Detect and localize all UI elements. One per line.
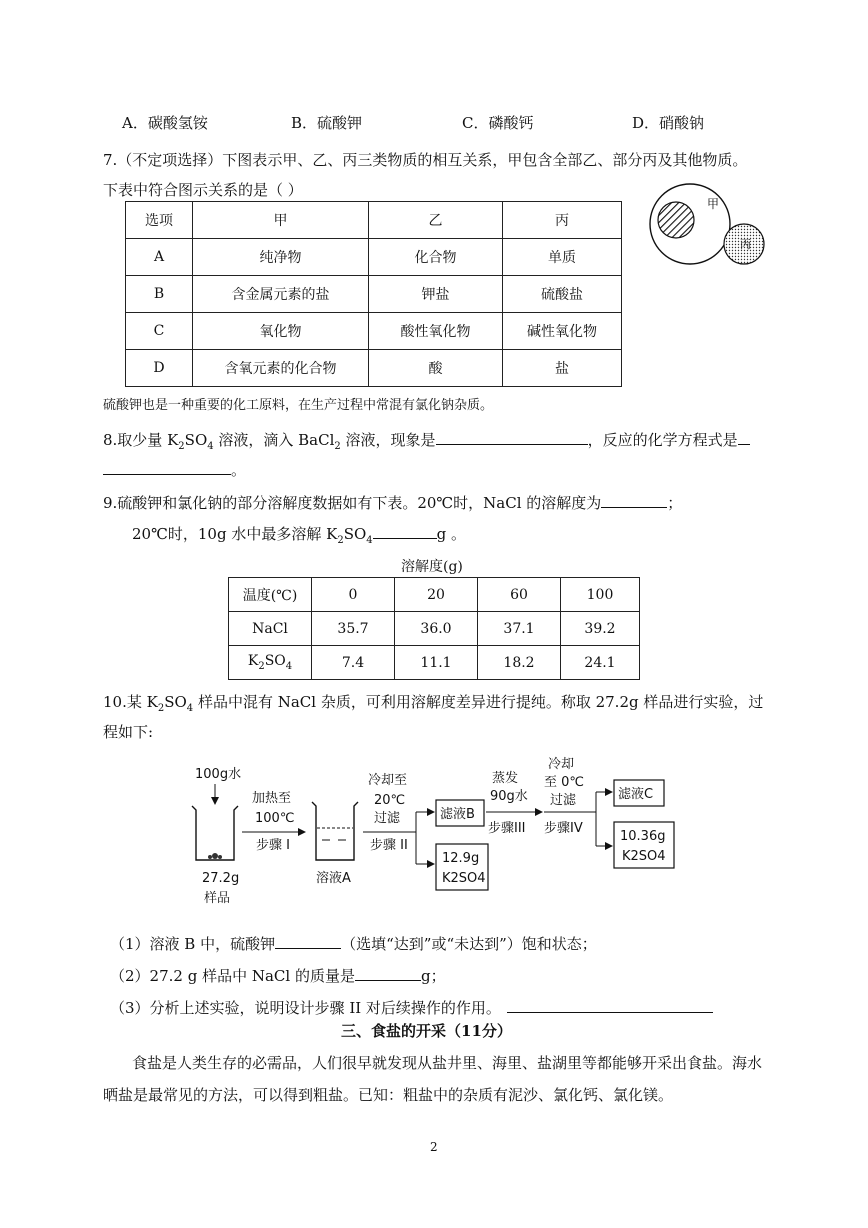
solubility-header-60: 60	[478, 578, 561, 612]
flow-filtrate-c: 滤液C	[618, 787, 654, 802]
q9-text-1: 9.硫酸钾和氯化钠的部分溶解度数据如有下表。20℃时，NaCl 的溶解度为	[103, 494, 602, 512]
q7-row-c-option: C	[126, 313, 193, 350]
q10-blank-step2-role[interactable]	[507, 998, 713, 1013]
q10-line1: 10.某 $K_2SO_4$ 样品中混有 NaCl 杂质，可利用溶解度差异进行提纯。称取 27.2g 样品进行实验，过	[103, 693, 764, 714]
q7-row-c-yi: 酸性氧化物	[369, 313, 503, 350]
flow-sample: 样品	[204, 891, 231, 906]
q7-row-d-option: D	[126, 350, 193, 387]
q10-text-1a: 10.某 K	[103, 693, 158, 711]
q8-text-3: 溶液，滴入 BaCl	[213, 431, 335, 449]
q7-header-jia: 甲	[193, 202, 369, 239]
q10-sub1	[110, 934, 597, 954]
flow-step-4: 步骤IV	[544, 821, 583, 836]
q9-blank-nacl[interactable]	[601, 493, 667, 508]
q9-text-1-end: ；	[667, 494, 683, 512]
q9-line2: 20℃时，10g 水中最多溶解 $K_2SO_4$ g 。	[132, 525, 467, 546]
solubility-k2so4-label: $K_2SO_4$	[229, 646, 312, 680]
solubility-table	[228, 577, 640, 680]
q8-blank-phenomenon[interactable]	[436, 430, 588, 445]
q6-option-d: D．硝酸钠	[632, 114, 705, 132]
q7-header-option: 选项	[126, 202, 193, 239]
flow-heat-2: 100℃	[255, 811, 295, 826]
flow-cool-3: 过滤	[374, 811, 401, 826]
section-3-title: 三、食盐的开采（11分）	[341, 1022, 512, 1040]
flow-step-3: 步骤III	[488, 821, 526, 836]
flow-step-1: 步骤 I	[256, 838, 290, 853]
solubility-nacl-label: NaCl	[229, 612, 312, 646]
flow-cool-5: 至 0℃	[544, 775, 585, 790]
q7-row-a-bing: 单质	[503, 239, 622, 276]
purification-flowchart	[180, 752, 690, 912]
q10-sub2-b: g；	[420, 967, 446, 985]
flow-evap-1: 蒸发	[492, 771, 519, 786]
solubility-header-20: 20	[395, 578, 478, 612]
q8-line1: 8.取少量 $K_2SO_4$ 溶液，滴入 BaCl$_2$ 溶液，现象是 ，反应的化学方程式是	[103, 430, 750, 457]
q10-sub1-a: （1）溶液 B 中，硫酸钾	[110, 935, 276, 953]
q7-options-table	[125, 201, 622, 387]
flow-solid-1a: 12.9g	[442, 851, 480, 866]
q7-header-bing: 丙	[503, 202, 622, 239]
page-number: 2	[430, 1140, 438, 1154]
q9-text-2a: 20℃时，10g 水中最多溶解 K	[132, 525, 338, 543]
flow-evap-2: 90g水	[490, 789, 528, 804]
solubility-k2so4-20: 11.1	[395, 646, 478, 680]
q10-sub3-text: （3）分析上述实验，说明设计步骤 II 对后续操作的作用。	[110, 999, 501, 1017]
solubility-header-temp: 温度(℃)	[229, 578, 312, 612]
flow-water: 100g水	[195, 767, 242, 782]
q6-option-c: C．磷酸钙	[462, 114, 534, 132]
q10-text-1c: 样品中混有 NaCl 杂质，可利用溶解度差异进行提纯。称取 27.2g 样品进行实验，过	[193, 693, 764, 711]
beaker-1	[192, 806, 238, 860]
q7-row-a-jia: 纯净物	[193, 239, 369, 276]
solubility-k2so4-100: 24.1	[561, 646, 640, 680]
q7-header-yi: 乙	[369, 202, 503, 239]
flow-cool-4: 冷却	[548, 757, 575, 772]
q10-sub2	[110, 966, 446, 986]
q8-text-2: SO	[184, 431, 208, 449]
flow-solid-2a: 10.36g	[620, 829, 666, 844]
flow-step-2: 步骤 II	[370, 838, 408, 853]
q8-text-4: 溶液，现象是	[340, 431, 436, 449]
flow-filtrate-b: 滤液B	[440, 807, 475, 822]
q10-blank-nacl-mass[interactable]	[355, 966, 421, 981]
q10-text-1b: SO	[164, 693, 187, 711]
q10-line2: 程如下:	[103, 723, 154, 741]
q7-row-b-bing: 硫酸盐	[503, 276, 622, 313]
q9-line1	[103, 493, 682, 513]
k2so4-label-b: SO	[264, 653, 286, 670]
q7-row-b-yi: 钾盐	[369, 276, 503, 313]
solubility-header-0: 0	[312, 578, 395, 612]
flow-solution-a: 溶液A	[316, 871, 351, 886]
solubility-k2so4-0: 7.4	[312, 646, 395, 680]
q6-option-a: A．碳酸氢铵	[122, 114, 208, 132]
q10-sub1-b: （选填“达到”或“未达到”）饱和状态；	[341, 935, 597, 953]
flow-cool-6: 过滤	[550, 793, 577, 808]
flow-heat-1: 加热至	[252, 791, 292, 806]
q8-text-5: ，反应的化学方程式是	[587, 431, 738, 449]
section-3-paragraph-1: 食盐是人类生存的必需品，人们很早就发现从盐井里、海里、盐湖里等都能够开采出食盐。海水	[132, 1054, 763, 1072]
q8-blank-equation[interactable]	[103, 460, 231, 475]
section-3-paragraph-2: 晒盐是最常见的方法，可以得到粗盐。已知：粗盐中的杂质有泥沙、氯化钙、氯化镁。	[103, 1086, 674, 1104]
beaker-2	[312, 802, 358, 860]
q9-text-2c: g 。	[436, 525, 467, 543]
solubility-nacl-0: 35.7	[312, 612, 395, 646]
q10-sub2-a: （2）27.2 g 样品中 NaCl 的质量是	[110, 967, 355, 985]
solubility-table-caption: 溶解度(g)	[401, 559, 463, 575]
solubility-nacl-100: 39.2	[561, 612, 640, 646]
q7-question-line2: 下表中符合图示关系的是（ ）	[103, 181, 303, 199]
solubility-nacl-20: 36.0	[395, 612, 478, 646]
flow-cool-1: 冷却至	[368, 773, 408, 788]
q7-row-d-yi: 酸	[369, 350, 503, 387]
venn-label-jia: 甲	[707, 197, 720, 211]
k2so4-label-a: K	[247, 653, 259, 670]
q8-text-1: 8.取少量 K	[103, 431, 179, 449]
q7-question-line1: 7.（不定项选择）下图表示甲、乙、丙三类物质的相互关系，甲包含全部乙、部分丙及其他物质。	[103, 151, 748, 169]
q7-row-c-jia: 氧化物	[193, 313, 369, 350]
q7-row-d-jia: 含氧元素的化合物	[193, 350, 369, 387]
q8-blank-equation-start[interactable]	[738, 430, 750, 445]
q8-line2	[103, 460, 246, 480]
q7-row-b-option: B	[126, 276, 193, 313]
q7-row-b-jia: 含金属元素的盐	[193, 276, 369, 313]
venn-diagram	[644, 180, 774, 280]
q8-end: 。	[231, 461, 247, 479]
q9-blank-k2so4[interactable]	[373, 524, 437, 539]
k2so4-intro: 硫酸钾也是一种重要的化工原料，在生产过程中常混有氯化钠杂质。	[103, 398, 494, 413]
q7-row-d-bing: 盐	[503, 350, 622, 387]
solubility-k2so4-60: 18.2	[478, 646, 561, 680]
q7-row-c-bing: 碱性氧化物	[503, 313, 622, 350]
solubility-header-100: 100	[561, 578, 640, 612]
q7-row-a-yi: 化合物	[369, 239, 503, 276]
q9-text-2b: SO	[343, 525, 367, 543]
solubility-nacl-60: 37.1	[478, 612, 561, 646]
venn-circle-yi	[658, 202, 694, 238]
q10-blank-saturation[interactable]	[275, 934, 341, 949]
q10-sub3	[110, 998, 713, 1018]
flow-sample-mass: 27.2g	[202, 871, 240, 886]
q7-row-a-option: A	[126, 239, 193, 276]
q6-option-b: B．硫酸钾	[291, 114, 363, 132]
venn-label-bing: 丙	[740, 238, 751, 251]
flow-solid-1b: K2SO4	[442, 871, 486, 886]
flow-solid-2b: K2SO4	[622, 849, 666, 864]
flow-cool-2: 20℃	[374, 793, 406, 808]
